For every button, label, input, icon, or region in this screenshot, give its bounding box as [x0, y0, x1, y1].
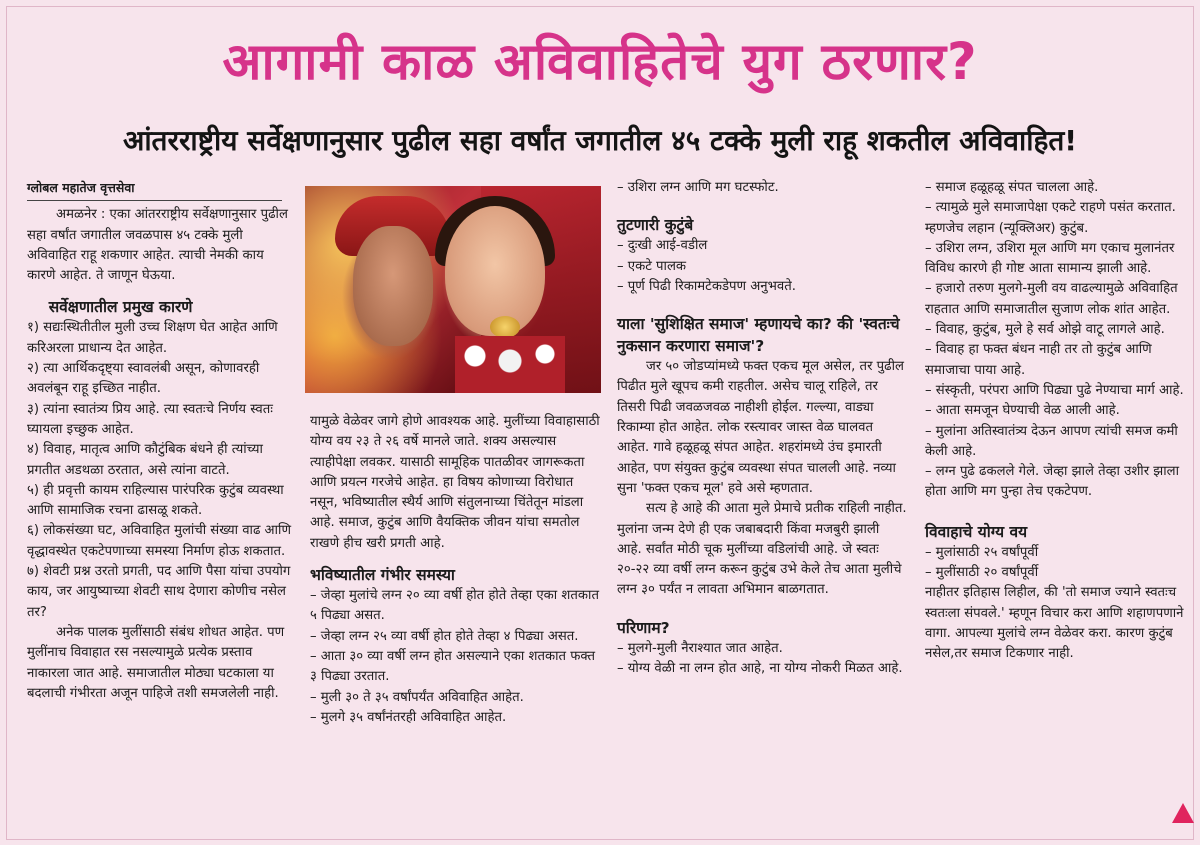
list-item: – आता समजून घेण्याची वेळ आली आहे. — [925, 403, 1120, 419]
paragraph: सत्य हे आहे की आता मुले प्रेमाचे प्रतीक राहिली नाहीत. मुलांना जन्म देणे ही एक जबाबदारी किंवा मजबुरी झाली आहे. सर्वांत मोठी चूक मुलींच्या वडिलांची आहे. जे स्वतः २०-२२ व्या वर्षी लग्न करून कुटुंब उभे केले तेच आता मुलीचे लग्न ३० पर्यंत न लावता अभिमान बाळगतात. — [617, 501, 907, 598]
list-item: – त्यामुळे मुले समाजापेक्षा एकटे राहणे पसंत करतात. म्हणजेच लहान (न्यूक्लिअर) कुटुंब. — [925, 200, 1176, 236]
list-item: – मुलांना अतिस्वातंत्र्य देऊन आपण त्यांची समज कमी केली आहे. — [925, 423, 1178, 459]
list-item: – उशिरा लग्न आणि मग घटस्फोट. — [617, 180, 779, 195]
column-1 — [27, 178, 295, 704]
byline: ग्लोबल महातेज वृत्तसेवा — [27, 178, 282, 201]
list-item: – समाज हळूहळू संपत चालला आहे. — [925, 180, 1099, 195]
wedding-couple-photo — [305, 186, 601, 393]
list-item: – विवाह, कुटुंब, मुले हे सर्व ओझे वाटू लागले आहे. — [925, 322, 1165, 338]
list-item: – संस्कृती, परंपरा आणि पिढ्या पुढे नेण्याचा मार्ग आहे. — [925, 382, 1184, 398]
list-item: – जेव्हा लग्न २५ व्या वर्षी होत होते तेव्हा ४ पिढ्या असत. — [310, 628, 579, 644]
triangle-marker-icon — [1172, 803, 1194, 823]
headline: आगामी काळ अविवाहितेचे युग ठरणार? — [222, 33, 978, 92]
list-item: – जेव्हा मुलांचे लग्न २० व्या वर्षी होत होते तेव्हा एका शतकात ५ पिढ्या असत. — [310, 588, 599, 624]
list-item: ६) लोकसंख्या घट, अविवाहित मुलांची संख्या वाढ आणि वृद्धावस्थेत एकटेपणाच्या समस्या निर्माण होऊ शकतात. — [27, 523, 291, 559]
column-4 — [925, 178, 1193, 665]
list-item: ४) विवाह, मातृत्व आणि कौटुंबिक बंधने ही त्यांच्या प्रगतीत अडथळा ठरतात, असे त्यांना वाटते. — [27, 442, 263, 478]
list-item: १) सद्यःस्थितीतील मुली उच्च शिक्षण घेत आहेत आणि करिअरला प्राधान्य देत आहेत. — [27, 320, 278, 356]
section-heading-right-age: विवाहाचे योग्य वय — [925, 522, 1028, 541]
section-heading-educated-society: याला 'सुशिक्षित समाज' म्हणायचे का? की 'स्वतःचे नुकसान करणारा समाज'? — [617, 315, 900, 356]
closing-paragraph: अनेक पालक मुलींसाठी संबंध शोधत आहेत. पण मुलींनाच विवाहात रस नसल्यामुळे प्रत्येक प्रस्ताव नाकारला जात आहे. समाजातील मोठ्या घटकाला या बदलाची गंभीरता अजून पाहिजे तशी समजलेली नाही. — [27, 624, 285, 701]
paragraph: यामुळे वेळेवर जागे होणे आवश्यक आहे. मुलींच्या विवाहासाठी योग्य वय २३ ते २६ वर्षे मानले जाते. शक्य असल्यास त्याहीपेक्षा लवकर. यासाठी सामूहिक पातळीवर जागरूकता आणि प्रयत्न गरजेचे आहेत. हा विषय कोणाच्या विरोधात नसून, भविष्यातील स्थैर्य आणि संतुलनाच्या चिंतेतून मांडला आहे. समाज, कुटुंब आणि वैयक्तिक जीवन यांचा समतोल राखणे हीच खरी प्रगती आहे. — [310, 414, 600, 551]
paragraph: जर ५० जोडप्यांमध्ये फक्त एकच मूल असेल, तर पुढील पिढीत मुले खूपच कमी राहतील. असेच चालू राहिले, तर तिसरी पिढी जवळजवळ नाहीशी होईल. गल्ल्या, वाड्या रिकाम्या होत आहेत. लोक रस्त्यावर जास्त वेळ घालवत आहेत. गावे हळूहळू संपत आहेत. शहरांमध्ये उंच इमारती आहेत, पण संयुक्त कुटुंब व्यवस्था संपत चालली आहे. नव्या सुना 'फक्त एकच मूल' हवे असे म्हणतात. — [617, 359, 904, 496]
list-item: – दुःखी आई-वडील — [617, 238, 708, 254]
subheadline: आंतरराष्ट्रीय सर्वेक्षणानुसार पुढील सहा वर्षांत जगातील ४५ टक्के मुली राहू शकतील अविवाहित! — [122, 124, 1078, 157]
closing-paragraph: नाहीतर इतिहास लिहील, की 'तो समाज ज्याने स्वतःच स्वतःला संपवले.' म्हणून विचार करा आणि शहाणपणाने वागा. आपल्या मुलांचे लग्न वेळेवर करा. कारण कुटुंब नसेल,तर समाज टिकणार नाही. — [925, 585, 1184, 662]
column-3 — [617, 178, 907, 679]
list-item: – पूर्ण पिढी रिकामटेकडेपण अनुभवते. — [617, 278, 796, 294]
list-item: – मुलगे ३५ वर्षांनंतरही अविवाहित आहेत. — [310, 709, 507, 725]
list-item: – मुलगे-मुली नैराश्यात जात आहेत. — [617, 640, 783, 656]
section-heading-consequences: परिणाम? — [617, 618, 670, 637]
list-item: – योग्य वेळी ना लग्न होत आहे, ना योग्य नोकरी मिळत आहे. — [617, 661, 903, 677]
list-item: – मुलींसाठी २० वर्षांपूर्वी — [925, 565, 1039, 581]
list-item: – उशिरा लग्न, उशिरा मूल आणि मग एकाच मुलानंतर विविध कारणे ही गोष्ट आता सामान्य झाली आहे. — [925, 240, 1175, 277]
section-heading-broken-families: तुटणारी कुटुंबे — [617, 216, 694, 235]
list-item: – विवाह हा फक्त बंधन नाही तर तो कुटुंब आणि समाजाचा पाया आहे. — [925, 342, 1152, 378]
list-item: – आता ३० व्या वर्षी लग्न होत असल्याने एका शतकात फक्त ३ पिढ्या उरतात. — [310, 648, 596, 685]
section-heading-reasons: सर्वेक्षणातील प्रमुख कारणे — [48, 298, 193, 317]
list-item: – लग्न पुढे ढकलले गेले. जेव्हा झाले तेव्हा उशीर झाला होता आणि मग पुन्हा तेच एकटेपण. — [925, 464, 1180, 500]
list-item: ३) त्यांना स्वातंत्र्य प्रिय आहे. त्या स्वतःचे निर्णय स्वतः घ्यायला इच्छुक आहेत. — [27, 401, 273, 437]
list-item: ५) ही प्रवृत्ती कायम राहिल्यास पारंपरिक कुटुंब व्यवस्था आणि सामाजिक रचना ढासळू शकते. — [27, 482, 284, 519]
intro-paragraph: अमळनेर : एका आंतरराष्ट्रीय सर्वेक्षणानुसार पुढील सहा वर्षांत जगातील जवळपास ४५ टक्के मुली अविवाहित राहू शकणार आहेत. त्याची नेमकी काय कारणे आहेत. ते जाणून घेऊया. — [27, 207, 288, 284]
list-item: २) त्या आर्थिकदृष्ट्या स्वावलंबी असून, कोणावरही अवलंबून राहू इच्छित नाहीत. — [27, 361, 260, 397]
column-2 — [310, 412, 602, 728]
list-item: – हजारो तरुण मुलगे-मुली वय वाढल्यामुळे अविवाहित राहतात आणि समाजातील सुजाण लोक शांत आहेत. — [925, 281, 1178, 317]
list-item: – मुली ३० ते ३५ वर्षांपर्यंत अविवाहित आहेत. — [310, 689, 524, 705]
list-item: – एकटे पालक — [617, 258, 687, 274]
list-item: – मुलांसाठी २५ वर्षांपूर्वी — [925, 544, 1039, 560]
list-item: ७) शेवटी प्रश्न उरतो प्रगती, पद आणि पैसा यांचा उपयोग काय, जर आयुष्याच्या शेवटी साथ देणारा कोणीच नसेल तर? — [27, 564, 291, 620]
section-heading-future-problems: भविष्यातील गंभीर समस्या — [310, 566, 455, 585]
